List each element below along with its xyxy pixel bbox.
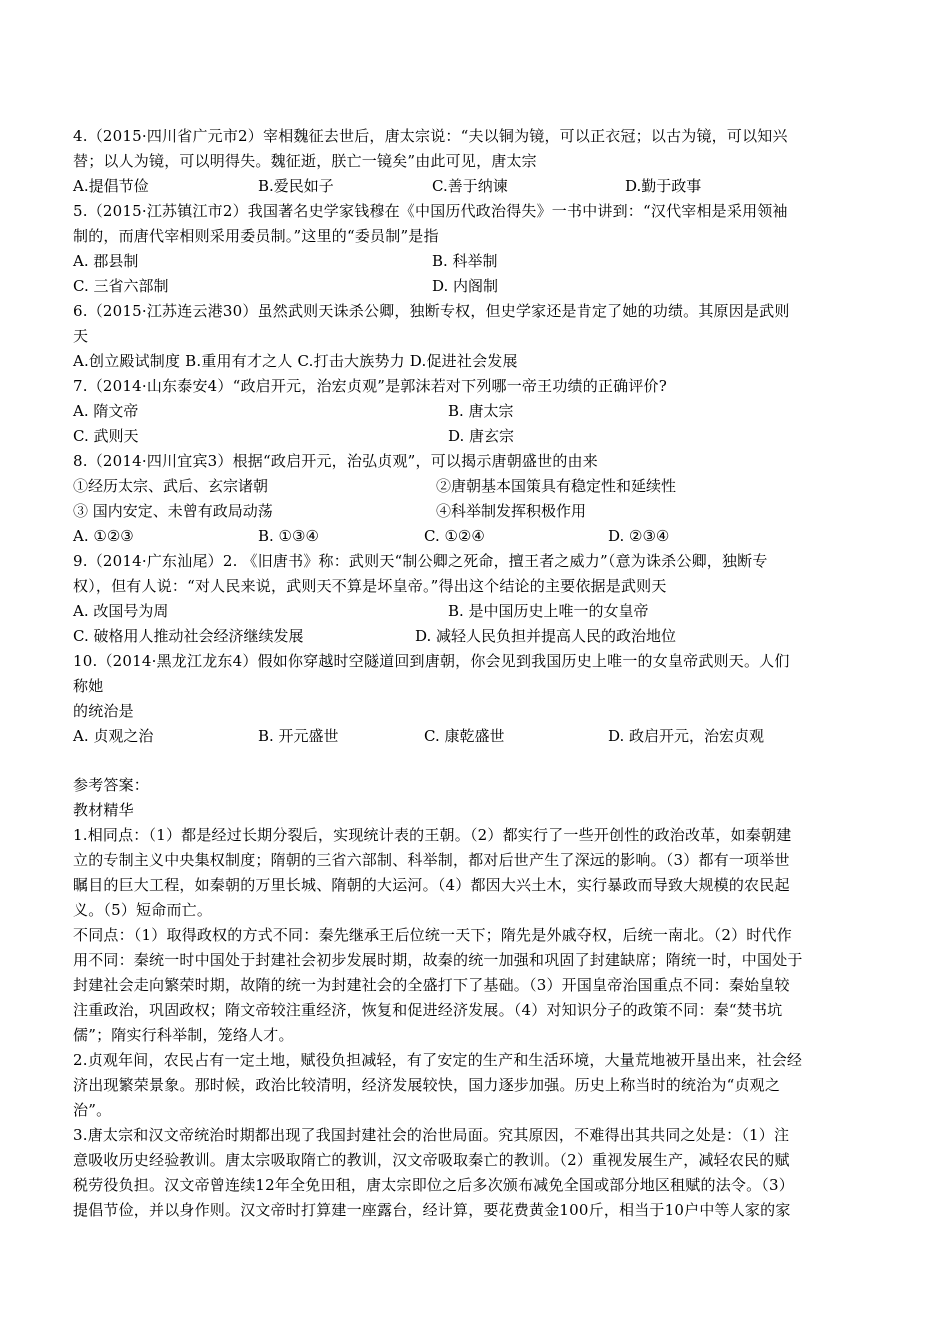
q5-option-a: A. 郡县制	[73, 252, 139, 270]
q8-line-1: 8.（2014·四川宜宾3）根据“政启开元，治弘贞观”，可以揭示唐朝盛世的由来	[73, 452, 598, 470]
q8-option-a: A. ①②③	[73, 527, 134, 545]
q7-option-d: D. 唐玄宗	[448, 427, 515, 445]
answer-line: 封建社会走向繁荣时期，故隋的统一为封建社会的全盛打下了基础。（3）开国皇帝治国重点不同：秦始皇较	[73, 976, 790, 994]
answers-section-title: 教材精华	[73, 801, 134, 819]
q5-line-1: 5.（2015·江苏镇江市2）我国著名史学家钱穆在《中国历代政治得失》一书中讲到：“汉代宰相是采用领袖	[73, 202, 788, 220]
answer-line: 1.相同点：（1）都是经过长期分裂后，实现统计表的王朝。（2）都实行了一些开创性的政治改革，如秦朝建	[73, 826, 792, 844]
answer-line: 济出现繁荣景象。那时候，政治比较清明，经济发展较快，国力逐步加强。历史上称当时的统治为“贞观之	[73, 1076, 781, 1094]
q10-option-c: C. 康乾盛世	[424, 727, 505, 745]
q6-options: A.创立殿试制度 B.重用有才之人 C.打击大族势力 D.促进社会发展	[73, 352, 518, 370]
q8-statement-1: ①经历太宗、武后、玄宗诸朝	[73, 477, 269, 495]
q9-option-a: A. 改国号为周	[73, 602, 169, 620]
answer-line: 提倡节俭，并以身作则。汉文帝时打算建一座露台，经计算，要花费黄金100斤，相当于10户中等人家的家	[73, 1201, 791, 1219]
answer-line: 治”。	[73, 1101, 112, 1119]
q8-option-c: C. ①②④	[424, 527, 485, 545]
q8-statement-3: ③ 国内安定、未曾有政局动荡	[73, 502, 273, 520]
q6-line-2: 天	[73, 327, 89, 345]
answer-line: 瞩目的巨大工程，如秦朝的万里长城、隋朝的大运河。（4）都因大兴土木，实行暴政而导致大规模的农民起	[73, 876, 790, 894]
q10-option-b: B. 开元盛世	[258, 727, 339, 745]
q5-option-b: B. 科举制	[432, 252, 498, 270]
q10-line-2: 称她	[73, 677, 104, 695]
q4-option-a: A.提倡节俭	[73, 177, 149, 195]
answers-heading: 参考答案：	[73, 776, 150, 794]
q4-line-2: 替；以人为镜，可以明得失。魏征逝，朕亡一镜矣”由此可见，唐太宗	[73, 152, 537, 170]
q7-option-a: A. 隋文帝	[73, 402, 139, 420]
q4-option-d: D.勤于政事	[625, 177, 702, 195]
q4-option-c: C.善于纳谏	[432, 177, 508, 195]
q10-option-d: D. 政启开元，治宏贞观	[608, 727, 765, 745]
q5-line-2: 制的，而唐代宰相则采用委员制。”这里的“委员制”是指	[73, 227, 439, 245]
q8-option-b: B. ①③④	[258, 527, 319, 545]
answer-line: 义。（5）短命而亡。	[73, 901, 213, 919]
answer-line: 意吸收历史经验教训。唐太宗吸取隋亡的教训，汉文帝吸取秦亡的教训。（2）重视发展生产，减轻农民的赋	[73, 1151, 790, 1169]
q7-option-c: C. 武则天	[73, 427, 139, 445]
q4-option-b: B.爱民如子	[258, 177, 334, 195]
q10-option-a: A. 贞观之治	[73, 727, 154, 745]
q5-option-d: D. 内阁制	[432, 277, 499, 295]
q7-option-b: B. 唐太宗	[448, 402, 514, 420]
q9-line-2: 权），但有人说：“对人民来说，武则天不算是坏皇帝。”得出这个结论的主要依据是武则天	[73, 577, 667, 595]
q9-option-b: B. 是中国历史上唯一的女皇帝	[448, 602, 649, 620]
answer-line: 2.贞观年间，农民占有一定土地，赋役负担减轻，有了安定的生产和生活环境，大量荒地被开垦出来，社会经	[73, 1051, 803, 1069]
q10-line-1: 10.（2014·黑龙江龙东4）假如你穿越时空隧道回到唐朝，你会见到我国历史上唯一的女皇帝武则天。人们	[73, 652, 790, 670]
answer-line: 税劳役负担。汉文帝曾连续12年全免田租，唐太宗即位之后多次颁布减免全国或部分地区租赋的法令。（3）	[73, 1176, 794, 1194]
q7-line-1: 7.（2014·山东泰安4）“政启开元，治宏贞观”是郭沫若对下列哪一帝王功绩的正确评价?	[73, 377, 667, 395]
q9-option-d: D. 减轻人民负担并提高人民的政治地位	[415, 627, 677, 645]
q8-statement-2: ②唐朝基本国策具有稳定性和延续性	[436, 477, 677, 495]
answer-line: 注重政治，巩固政权；隋文帝较注重经济，恢复和促进经济发展。（4）对知识分子的政策不同：秦“焚书坑	[73, 1001, 783, 1019]
answer-line: 不同点：（1）取得政权的方式不同：秦先继承王后位统一天下；隋先是外戚夺权，后统一南北。（2）时代作	[73, 926, 792, 944]
answer-line: 用不同：秦统一时中国处于封建社会初步发展时期，故秦的统一加强和巩固了封建缺席；隋统一时，中国处于	[73, 951, 803, 969]
q8-statement-4: ④科举制发挥积极作用	[436, 502, 587, 520]
q9-option-c: C. 破格用人推动社会经济继续发展	[73, 627, 304, 645]
q4-line-1: 4.（2015·四川省广元市2）宰相魏征去世后，唐太宗说：“夫以铜为镜，可以正衣冠；以古为镜，可以知兴	[73, 127, 788, 145]
answer-line: 立的专制主义中央集权制度；隋朝的三省六部制、科举制，都对后世产生了深远的影响。（3）都有一项举世	[73, 851, 790, 869]
q9-line-1: 9.（2014·广东汕尾）2. 《旧唐书》称：武则天“制公卿之死命，擅王者之威力”（意为诛杀公卿，独断专	[73, 552, 768, 570]
q6-line-1: 6.（2015·江苏连云港30）虽然武则天诛杀公卿，独断专权，但史学家还是肯定了她的功绩。其原因是武则	[73, 302, 790, 320]
q5-option-c: C. 三省六部制	[73, 277, 169, 295]
answer-line: 儒”；隋实行科举制，笼络人才。	[73, 1026, 294, 1044]
q8-option-d: D. ②③④	[608, 527, 670, 545]
q10-line-3: 的统治是	[73, 702, 134, 720]
answer-line: 3.唐太宗和汉文帝统治时期都出现了我国封建社会的治世局面。究其原因，不难得出其共同之处是：（1）注	[73, 1126, 790, 1144]
